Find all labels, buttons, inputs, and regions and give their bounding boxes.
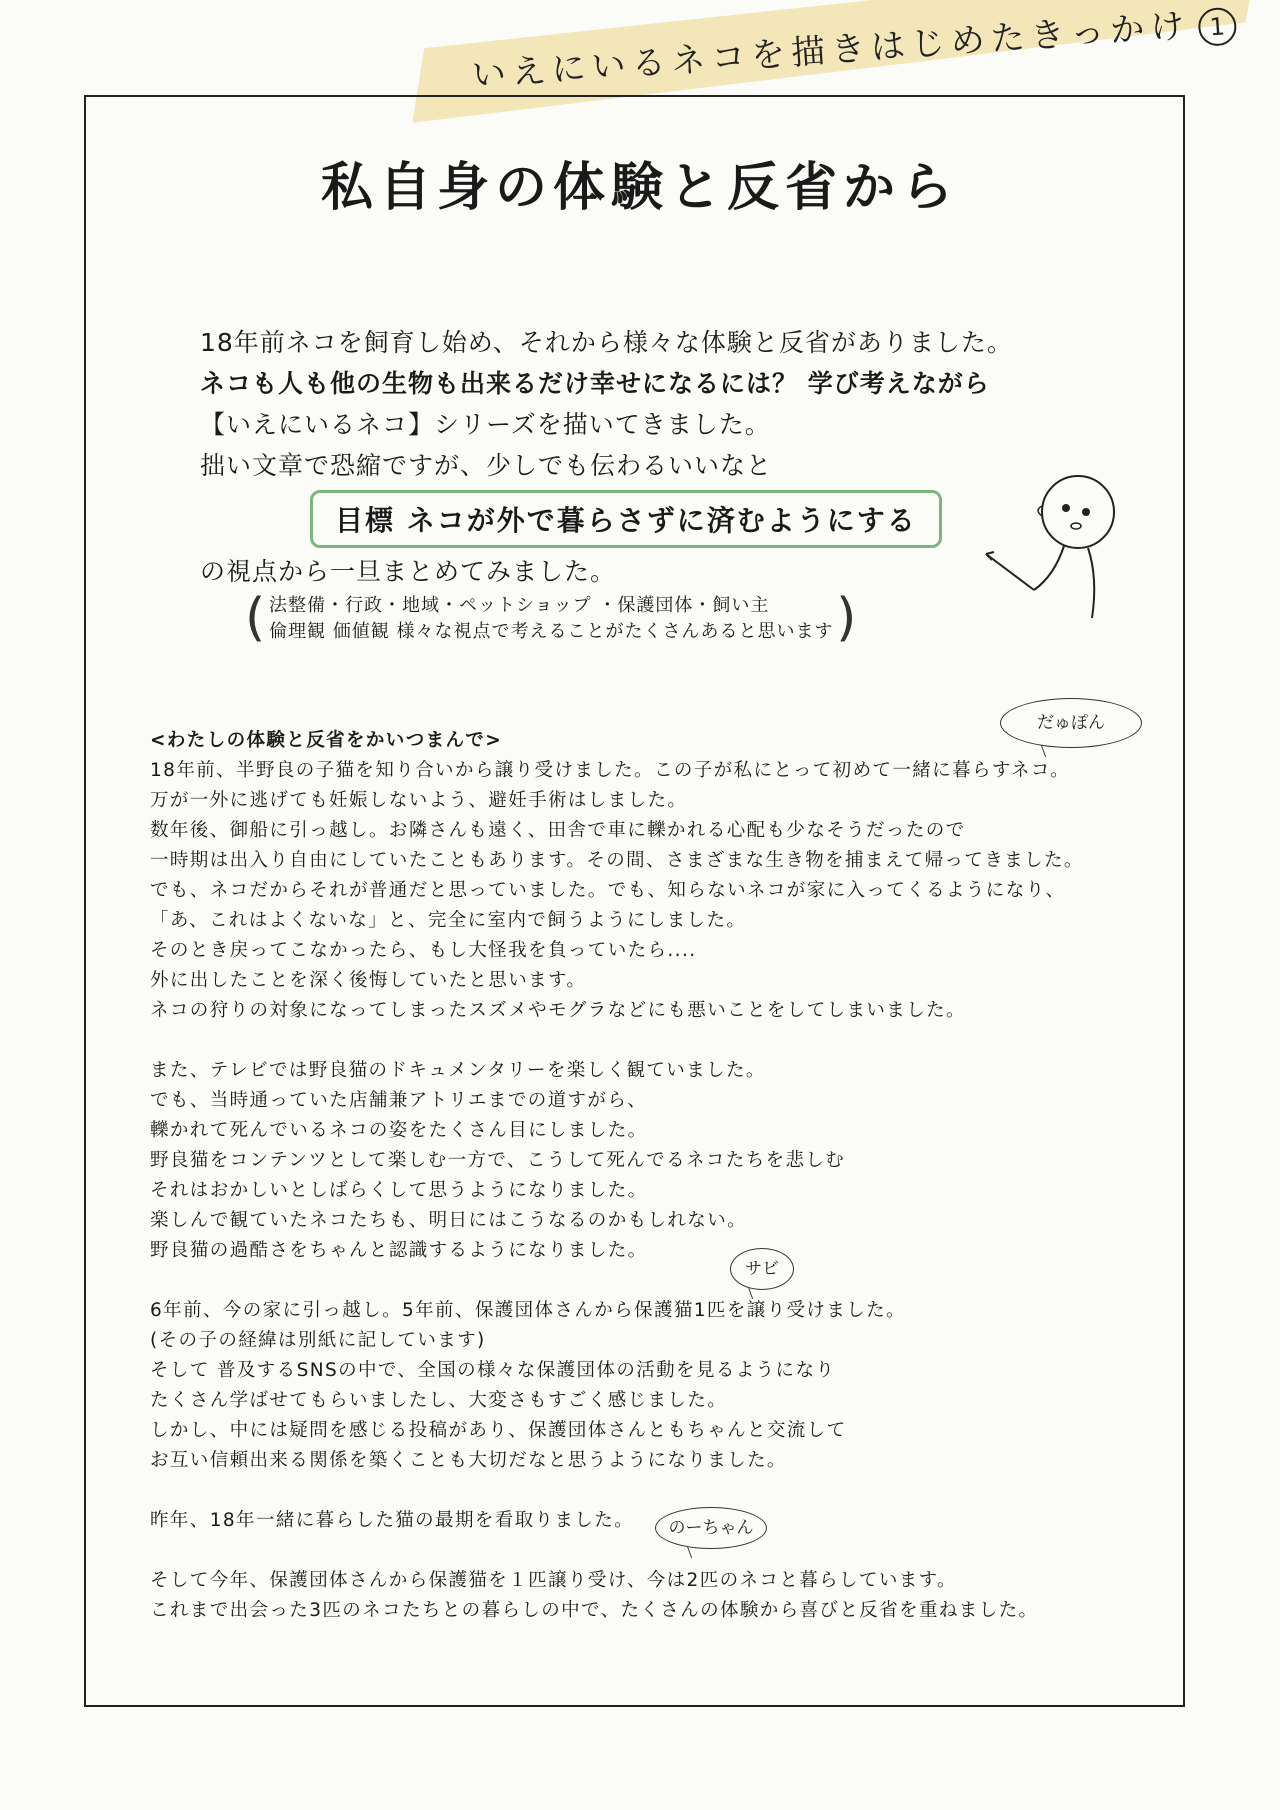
speech-bubble-cat-name-1: だゅぽん	[1000, 698, 1142, 748]
body-line: そして 普及するSNSの中で、全国の様々な保護団体の活動を見るようになり	[150, 1360, 836, 1381]
body-line: でも、ネコだからそれが普通だと思っていました。でも、知らないネコが家に入ってくるようになり、	[150, 880, 1066, 901]
intro-line-4: 拙い文章で恐縮ですが、少しでも伝わるいいなと	[200, 451, 773, 480]
body-line: 楽しんで観ていたネコたちも、明日にはこうなるのかもしれない。	[150, 1210, 748, 1231]
body-line: 数年後、御船に引っ越し。お隣さんも遠く、田舎で車に轢かれる心配も少なそうだったので	[150, 820, 966, 841]
body-line: それはおかしいとしばらくして思うようになりました。	[150, 1180, 648, 1201]
goal-highlight: 目標 ネコが外で暮らさずに済むようにする	[310, 490, 942, 548]
body-line: 万が一外に逃げても妊娠しないよう、避妊手術はしました。	[150, 790, 688, 811]
body-line: たくさん学ばせてもらいましたし、大変さもすごく感じました。	[150, 1390, 728, 1411]
body-line: ネコの狩りの対象になってしまったスズメやモグラなどにも悪いことをしてしまいました。	[150, 1000, 966, 1021]
section-heading: <わたしの体験と反省をかいつまんで>	[150, 730, 503, 751]
intro-line-3: 【いえにいるネコ】シリーズを描いてきました。	[200, 410, 771, 439]
body-line: これまで出会った3匹のネコたちとの暮らしの中で、たくさんの体験から喜びと反省を重ねました。	[150, 1600, 1039, 1621]
intro-after-goal: の視点から一旦まとめてみました。	[200, 557, 617, 586]
pointing-character-illustration	[968, 462, 1148, 622]
body-line: 轢かれて死んでいるネコの姿をたくさん目にしました。	[150, 1120, 648, 1141]
body-line: お互い信頼出来る関係を築くことも大切だなと思うようになりました。	[150, 1450, 787, 1471]
body-line: 野良猫をコンテンツとして楽しむ一方で、こうして死んでるネコたちを悲しむ	[150, 1150, 846, 1171]
experience-section	[150, 726, 1084, 1626]
body-line: しかし、中には疑問を感じる投稿があり、保護団体さんともちゃんと交流して	[150, 1420, 847, 1441]
body-line: 外に出したことを深く後悔していたと思います。	[150, 970, 587, 991]
intro-line-1: 18年前ネコを飼育し始め、それから様々な体験と反省がありました。	[200, 328, 1013, 357]
tape-text: いえにいるネコを描きはじめたきっかけ	[470, 5, 1192, 96]
body-line: でも、当時通っていた店舗兼アトリエまでの道すがら、	[150, 1090, 648, 1111]
body-line: 昨年、18年一緒に暮らした猫の最期を看取りました。	[150, 1510, 635, 1531]
intro-section	[200, 322, 1013, 486]
body-line: 6年前、今の家に引っ越し。5年前、保護団体さんから保護猫1匹を譲り受けました。	[150, 1300, 906, 1321]
circled-number: 1	[1197, 7, 1238, 48]
intro-line-2: ネコも人も他の生物も出来るだけ幸せになるには？ 学び考えながら	[200, 369, 990, 398]
body-line: (その子の経緯は別紙に記しています)	[150, 1330, 486, 1351]
body-line: 18年前、半野良の子猫を知り合いから譲り受けました。この子が私にとって初めて一緒に暮らすネコ。	[150, 760, 1070, 781]
parenthetical-note	[245, 593, 857, 645]
page-title: 私自身の体験と反省から	[320, 158, 959, 218]
note-line-1: ( 法整備・行政・地域・ペットショップ ・保護団体・飼い主	[269, 595, 770, 616]
body-line: また、テレビでは野良猫のドキュメンタリーを楽しく観ていました。	[150, 1060, 766, 1081]
body-line: 「あ、これはよくないな」と、完全に室内で飼うようにしました。	[150, 910, 747, 931]
note-line-2: 倫理観 価値観 様々な視点で考えることがたくさんあると思います	[269, 621, 834, 642]
body-line: そのとき戻ってこなかったら、もし大怪我を負っていたら....	[150, 940, 697, 961]
body-line: そして今年、保護団体さんから保護猫を１匹譲り受け、今は2匹のネコと暮らしています。	[150, 1570, 957, 1591]
body-line: 一時期は出入り自由にしていたこともあります。その間、さまざまな生き物を捕まえて帰ってきました。	[150, 850, 1084, 871]
speech-bubble-cat-name-3: のーちゃん	[655, 1507, 767, 1549]
body-line: 野良猫の過酷さをちゃんと認識するようになりました。	[150, 1240, 648, 1261]
speech-bubble-cat-name-2: サビ	[730, 1248, 794, 1290]
